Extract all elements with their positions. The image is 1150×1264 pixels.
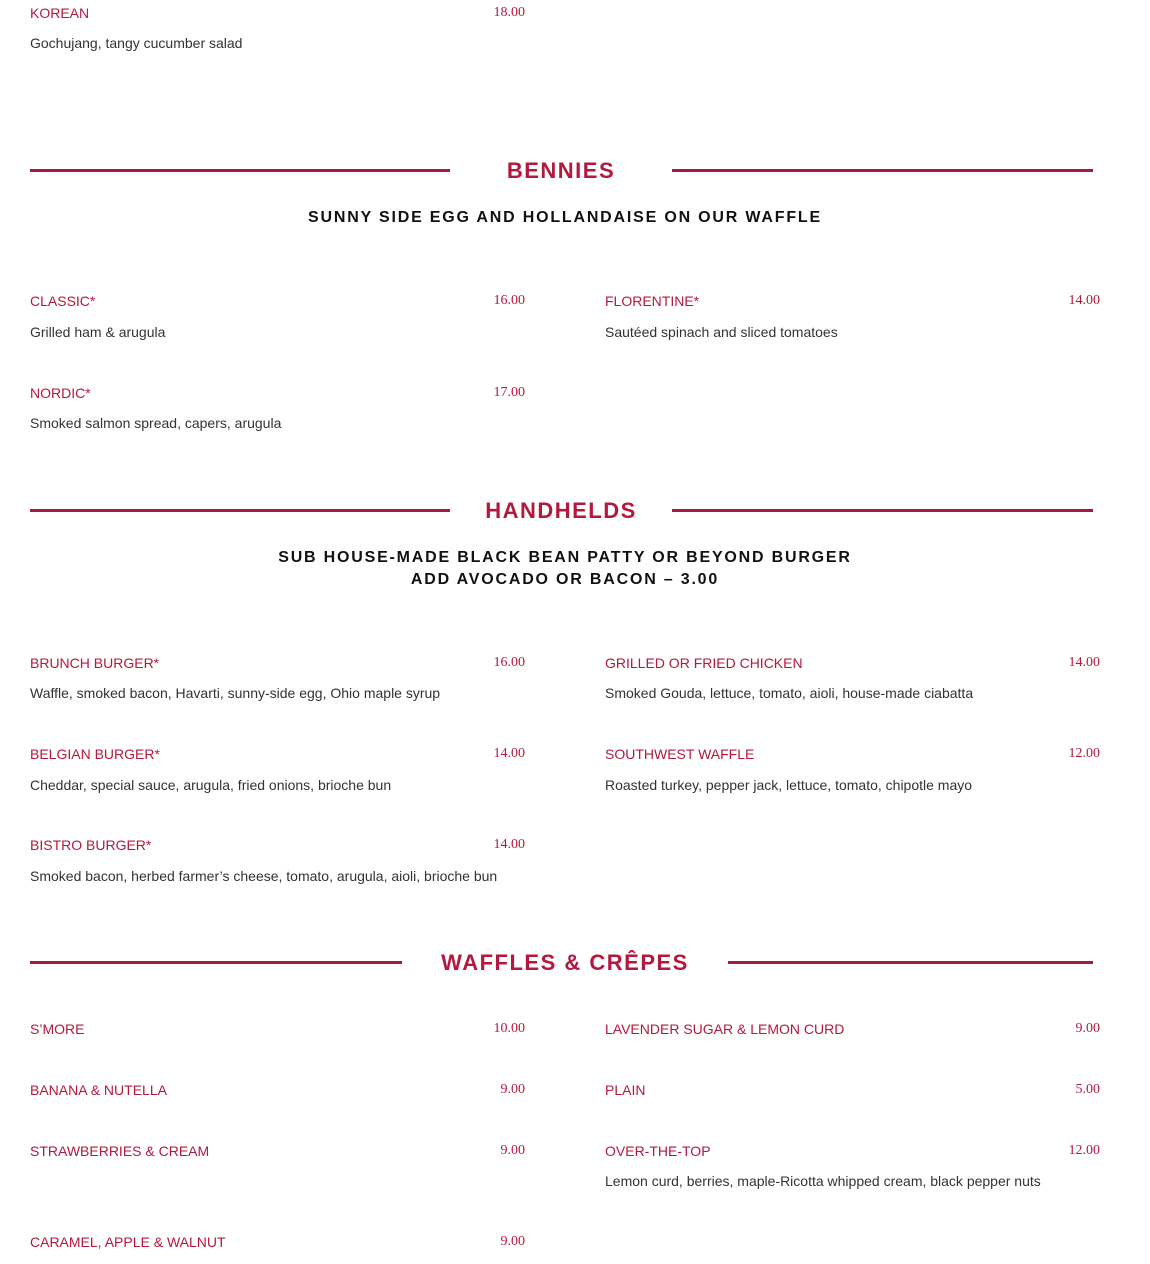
item-description: Roasted turkey, pepper jack, lettuce, tomato, chipotle mayo	[605, 777, 973, 793]
item-price: 18.00	[493, 5, 525, 20]
item-name: CARAMEL, APPLE & WALNUT	[30, 1234, 226, 1250]
item-price: 17.00	[493, 385, 525, 400]
item-name: OVER-THE-TOP	[605, 1143, 711, 1159]
item-name: KOREAN	[30, 5, 90, 21]
section-divider-right	[728, 961, 1093, 964]
item-price: 12.00	[1068, 1143, 1100, 1158]
item-name: CLASSIC*	[30, 293, 96, 309]
item-price: 9.00	[500, 1143, 525, 1158]
item-price: 9.00	[500, 1234, 525, 1249]
item-description: Smoked bacon, herbed farmer’s cheese, tomato, arugula, aioli, brioche bun	[30, 868, 498, 884]
item-name: LAVENDER SUGAR & LEMON CURD	[605, 1021, 845, 1037]
item-name: BISTRO BURGER*	[30, 837, 152, 853]
section-title: HANDHELDS	[485, 498, 637, 523]
section-title: WAFFLES & CRÊPES	[441, 950, 689, 975]
item-description: Sautéed spinach and sliced tomatoes	[605, 324, 838, 340]
item-name: BELGIAN BURGER*	[30, 746, 160, 762]
item-name: SOUTHWEST WAFFLE	[605, 746, 755, 762]
item-price: 16.00	[493, 293, 525, 308]
section-subtitle-line-2: ADD AVOCADO OR BACON – 3.00	[410, 571, 720, 588]
item-name: BRUNCH BURGER*	[30, 655, 160, 671]
item-price: 12.00	[1068, 746, 1100, 761]
section-divider-left	[30, 169, 450, 172]
item-price: 10.00	[493, 1021, 525, 1036]
section-divider-left	[30, 961, 402, 964]
item-price: 9.00	[500, 1082, 525, 1097]
item-description: Cheddar, special sauce, arugula, fried onions, brioche bun	[30, 777, 392, 793]
item-description: Lemon curd, berries, maple-Ricotta whipped cream, black pepper nuts	[605, 1173, 1041, 1189]
section-divider-right	[672, 169, 1093, 172]
item-price: 14.00	[1068, 293, 1100, 308]
section-divider-left	[30, 509, 450, 512]
item-description: Smoked Gouda, lettuce, tomato, aioli, house-made ciabatta	[605, 685, 974, 701]
item-name: BANANA & NUTELLA	[30, 1082, 167, 1098]
item-price: 5.00	[1075, 1082, 1100, 1097]
section-divider-right	[672, 509, 1093, 512]
item-price: 14.00	[493, 746, 525, 761]
item-name: NORDIC*	[30, 385, 91, 401]
item-price: 14.00	[493, 837, 525, 852]
item-name: PLAIN	[605, 1082, 646, 1098]
section-subtitle: SUNNY SIDE EGG AND HOLLANDAISE ON OUR WAFFLE	[308, 209, 822, 226]
item-name: FLORENTINE*	[605, 293, 700, 309]
section-subtitle-line-1: SUB HOUSE-MADE BLACK BEAN PATTY OR BEYOND BURGER	[278, 549, 852, 566]
item-name: S’MORE	[30, 1021, 85, 1037]
menu-item-korean	[0, 0, 1150, 60]
item-description: Gochujang, tangy cucumber salad	[30, 35, 243, 51]
item-description: Waffle, smoked bacon, Havarti, sunny-side egg, Ohio maple syrup	[30, 685, 441, 701]
item-price: 16.00	[493, 655, 525, 670]
item-description: Grilled ham & arugula	[30, 324, 166, 340]
item-name: GRILLED OR FRIED CHICKEN	[605, 655, 803, 671]
item-description: Smoked salmon spread, capers, arugula	[30, 415, 282, 431]
item-price: 9.00	[1075, 1021, 1100, 1036]
item-price: 14.00	[1068, 655, 1100, 670]
item-name: STRAWBERRIES & CREAM	[30, 1143, 210, 1159]
section-title: BENNIES	[506, 158, 616, 183]
